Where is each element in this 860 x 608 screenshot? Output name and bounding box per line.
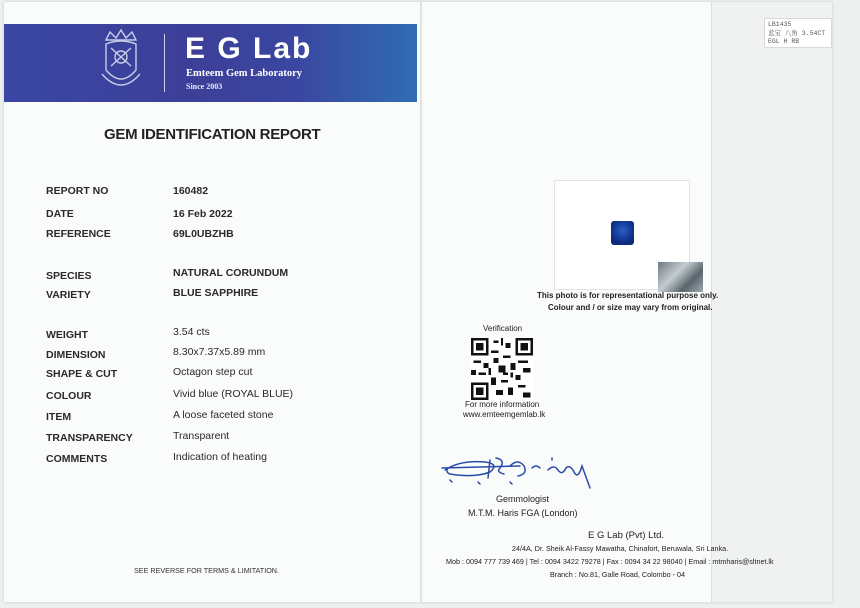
fold-line (420, 2, 422, 602)
label-shape-cut: SHAPE & CUT (46, 368, 118, 380)
reverse-note: SEE REVERSE FOR TERMS & LIMITATION. (134, 566, 279, 575)
value-date: 16 Feb 2022 (173, 208, 233, 220)
certificate (4, 2, 832, 602)
label-variety: VARIETY (46, 289, 91, 301)
website-link[interactable]: www.emteemgemlab.lk (463, 410, 546, 419)
value-variety: BLUE SAPPHIRE (173, 287, 259, 299)
label-dimension: DIMENSION (46, 349, 106, 361)
label-date: DATE (46, 208, 74, 220)
company-address: 24/4A, Dr. Sheik Al-Fassy Mawatha, Chinafort, Beruwala, Sri Lanka. (512, 544, 729, 553)
hologram-icon (658, 262, 703, 292)
label-item: ITEM (46, 411, 72, 423)
label-weight: WEIGHT (46, 329, 88, 341)
sticker-line1: LB1435 (768, 21, 792, 28)
report-title: GEM IDENTIFICATION REPORT (104, 126, 321, 143)
value-transparency: Transparent (173, 430, 230, 442)
more-info-label: For more information (465, 400, 540, 409)
sticker-label (764, 18, 832, 48)
brand-name: E G Lab (185, 32, 313, 65)
sticker-line3: EGL H RB (768, 38, 800, 45)
photo-note-line2: Colour and / or size may vary from original. (548, 303, 713, 312)
brand-subtitle: Emteem Gem Laboratory (186, 68, 303, 79)
value-reference: 69L0UBZHB (173, 228, 234, 240)
header-divider (164, 34, 165, 92)
gemmologist-name: M.T.M. Haris FGA (London) (468, 508, 578, 518)
label-colour: COLOUR (46, 390, 92, 402)
qr-code-icon[interactable] (471, 338, 533, 400)
gemmologist-title: Gemmologist (496, 494, 550, 504)
label-comments: COMMENTS (46, 453, 108, 465)
company-branch: Branch : No.81, Galle Road, Colombo - 04 (550, 570, 686, 579)
company-name: E G Lab (Pvt) Ltd. (588, 530, 665, 541)
gemmologist-signature (440, 448, 605, 493)
brand-since: Since 2003 (186, 82, 223, 91)
label-reference: REFERENCE (46, 228, 111, 240)
header-banner (4, 24, 417, 102)
verification-label: Verification (483, 324, 523, 333)
label-report-no: REPORT NO (46, 185, 109, 197)
right-flap (711, 2, 832, 602)
value-shape-cut: Octagon step cut (173, 366, 253, 378)
value-dimension: 8.30x7.37x5.89 mm (173, 346, 266, 358)
crest-logo-icon (96, 26, 146, 98)
value-colour: Vivid blue (ROYAL BLUE) (173, 388, 294, 400)
value-item: A loose faceted stone (173, 409, 274, 421)
value-comments: Indication of heating (173, 451, 267, 463)
label-species: SPECIES (46, 270, 92, 282)
label-transparency: TRANSPARENCY (46, 432, 133, 444)
value-weight: 3.54 cts (173, 326, 210, 338)
sticker-line2: 蓝宝 八角 3.54CT (768, 29, 826, 37)
sapphire-gem-icon (611, 221, 634, 245)
value-species: NATURAL CORUNDUM (173, 267, 289, 279)
value-report-no: 160482 (173, 185, 209, 197)
photo-note-line1: This photo is for representational purpose only. (537, 291, 719, 300)
company-contact: Mob : 0094 777 739 469 | Tel : 0094 3422 79278 | Fax : 0094 34 22 98040 | Email : mtmharis@sltnet.lk (446, 557, 774, 566)
